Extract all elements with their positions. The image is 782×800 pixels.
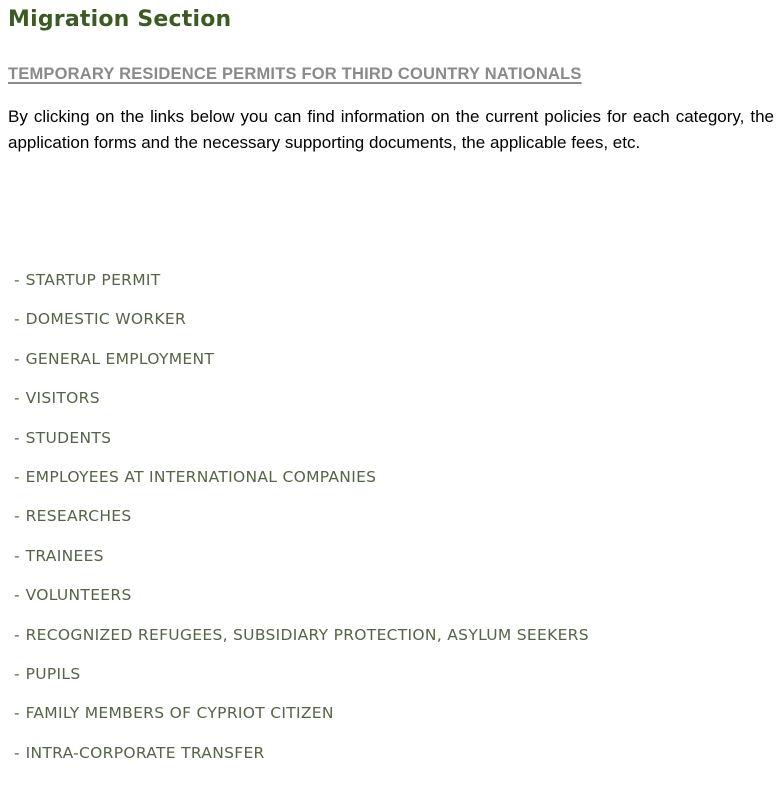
- permit-link-refugees-protection-asylum[interactable]: VOLUNTEERS: [25, 586, 132, 605]
- list-dash-marker: -: [14, 586, 20, 605]
- list-dash-marker: -: [14, 743, 20, 762]
- list-dash-marker: -: [14, 428, 20, 447]
- list-dash-marker: -: [14, 664, 20, 683]
- list-item: [14, 548, 774, 564]
- permit-link-domestic-worker[interactable]: DOMESTIC WORKER: [25, 310, 187, 329]
- section-heading: TEMPORARY RESIDENCE PERMITS FOR THIRD COUNTRY NATIONALS: [8, 65, 582, 83]
- permit-link-pupils[interactable]: PUPILS: [25, 664, 81, 683]
- permit-link-intra-corporate-transfer[interactable]: INTRA-CORPORATE TRANSFER: [25, 743, 265, 762]
- list-item: [14, 587, 774, 603]
- list-item: [14, 469, 774, 485]
- permit-link-general-employment[interactable]: GENERAL EMPLOYMENT: [25, 349, 215, 368]
- permit-link-recognized-refugees[interactable]: RECOGNIZED REFUGEES, SUBSIDIARY PROTECTION, ASYLUM SEEKERS: [25, 625, 589, 644]
- list-item: [14, 311, 774, 327]
- list-item: [14, 351, 774, 367]
- list-dash-marker: -: [14, 467, 20, 486]
- list-dash-marker: -: [14, 310, 20, 329]
- list-dash-marker: -: [14, 507, 20, 526]
- list-item: [14, 390, 774, 406]
- permit-link-startup-permit[interactable]: STARTUP PERMIT: [25, 271, 161, 289]
- list-item: [14, 745, 774, 761]
- list-dash-marker: -: [14, 546, 20, 565]
- list-dash-marker: -: [14, 704, 20, 723]
- list-item: [14, 666, 774, 682]
- permit-link-visitors[interactable]: VISITORS: [25, 389, 100, 408]
- list-item: [14, 272, 774, 288]
- page: [0, 6, 782, 800]
- list-dash-marker: -: [14, 271, 20, 289]
- permit-link-researches[interactable]: RESEARCHES: [25, 507, 132, 526]
- permit-link-students[interactable]: STUDENTS: [25, 428, 112, 447]
- list-dash-marker: -: [14, 625, 20, 644]
- list-item: [14, 705, 774, 721]
- permit-link-trainees[interactable]: TRAINEES: [25, 546, 104, 565]
- list-item: [14, 430, 774, 446]
- intro-paragraph: By clicking on the links below you can find information on the current policies for each category, the application forms and the necessary supporting documents, the applicable fees, etc.: [8, 107, 774, 152]
- page-title: Migration Section: [8, 7, 232, 32]
- list-item: [14, 627, 774, 643]
- list-dash-marker: -: [14, 349, 20, 368]
- permit-link-employees-international-companies[interactable]: EMPLOYEES AT INTERNATIONAL COMPANIES: [25, 467, 377, 486]
- list-item: [14, 508, 774, 524]
- permits-list: [8, 272, 774, 761]
- list-dash-marker: -: [14, 389, 20, 408]
- permit-link-family-members-cypriot-citizen[interactable]: FAMILY MEMBERS OF CYPRIOT CITIZEN: [25, 704, 334, 723]
